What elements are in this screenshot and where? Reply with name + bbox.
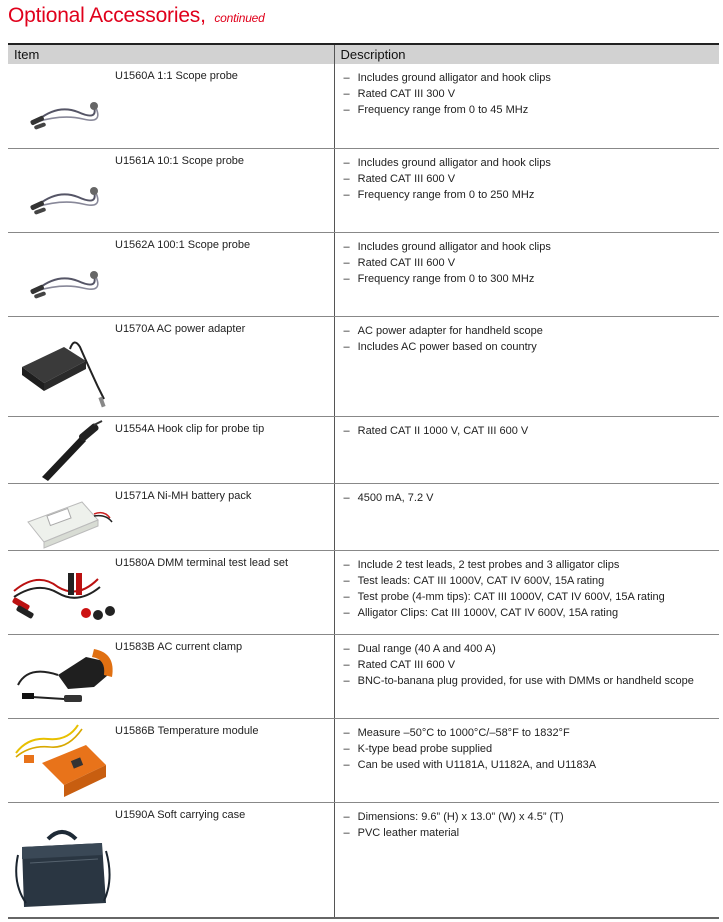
item-name: U1571A Ni-MH battery pack [115,489,252,502]
description-line: – K-type bead probe supplied [344,741,720,757]
description-line: – 4500 mA, 7.2 V [344,490,720,506]
column-header-description: Description [334,44,719,64]
table-row [8,416,719,483]
description-line: – Includes ground alligator and hook clips [344,70,720,86]
description-line: – Include 2 test leads, 2 test probes and 3 alligator clips [344,557,720,573]
description-line: – BNC-to-banana plug provided, for use with DMMs or handheld scope [344,673,720,689]
temperature-module-icon [8,719,116,803]
description-line: – Test probe (4-mm tips): CAT III 1000V, CAT IV 600V, 15A rating [344,589,720,605]
description-line: – Dimensions: 9.6” (H) x 13.0” (W) x 4.5” (T) [344,809,720,825]
table-row [8,316,719,416]
description-line: – Dual range (40 A and 400 A) [344,641,720,657]
table-row [8,232,719,316]
table-header-row [8,44,719,64]
column-header-item: Item [8,44,334,64]
table-row [8,802,719,918]
item-name: U1583B AC current clamp [115,640,243,653]
description-line: – Frequency range from 0 to 300 MHz [344,271,720,287]
item-cell [8,802,334,918]
description-line: – Frequency range from 0 to 45 MHz [344,102,720,118]
test-lead-set-icon [8,551,116,635]
description-cell [334,634,719,718]
description-line: – PVC leather material [344,825,720,841]
item-cell [8,148,334,232]
item-cell [8,316,334,416]
item-cell [8,718,334,802]
description-cell [334,718,719,802]
item-name: U1590A Soft carrying case [115,808,246,821]
description-line: – Measure –50°C to 1000°C/–58°F to 1832°F [344,725,720,741]
table-row [8,550,719,634]
item-cell [8,483,334,550]
description-cell [334,802,719,918]
item-name: U1554A Hook clip for probe tip [115,422,265,435]
item-name: U1561A 10:1 Scope probe [115,154,245,167]
title-continued: continued [214,11,265,25]
item-name: U1570A AC power adapter [115,322,246,335]
description-line: – Rated CAT II 1000 V, CAT III 600 V [344,423,720,439]
table-row [8,634,719,718]
scope-probe-icon [8,233,116,317]
description-line: – Includes ground alligator and hook clips [344,155,720,171]
description-cell [334,232,719,316]
page-title: Optional Accessories, continued [8,4,265,27]
description-cell [334,483,719,550]
description-cell [334,550,719,634]
battery-pack-icon [8,484,116,551]
item-cell [8,550,334,634]
description-cell [334,316,719,416]
hook-clip-icon [8,417,116,484]
item-cell [8,634,334,718]
carrying-case-icon [8,803,116,919]
description-line: – Includes AC power based on country [344,339,720,355]
scope-probe-icon [8,149,116,233]
description-line: – Can be used with U1181A, U1182A, and U1183A [344,757,720,773]
item-name: U1580A DMM terminal test lead set [115,556,289,569]
item-cell [8,416,334,483]
accessories-table [8,43,719,919]
description-line: – Rated CAT III 600 V [344,255,720,271]
description-line: – Test leads: CAT III 1000V, CAT IV 600V, 15A rating [344,573,720,589]
item-name: U1586B Temperature module [115,724,259,737]
description-line: – Rated CAT III 600 V [344,171,720,187]
description-cell [334,148,719,232]
description-line: – Frequency range from 0 to 250 MHz [344,187,720,203]
item-name: U1562A 100:1 Scope probe [115,238,251,251]
table-row [8,148,719,232]
table-row [8,718,719,802]
current-clamp-icon [8,635,116,719]
table-row [8,483,719,550]
description-line: – AC power adapter for handheld scope [344,323,720,339]
table-row [8,64,719,148]
description-line: – Rated CAT III 600 V [344,657,720,673]
scope-probe-icon [8,64,116,148]
item-name: U1560A 1:1 Scope probe [115,70,238,82]
power-adapter-icon [8,317,116,417]
item-cell [8,64,334,148]
description-line: – Includes ground alligator and hook clips [344,239,720,255]
description-cell [334,64,719,148]
item-cell [8,232,334,316]
description-line: – Alligator Clips: Cat III 1000V, CAT IV 600V, 15A rating [344,605,720,621]
description-cell [334,416,719,483]
description-line: – Rated CAT III 300 V [344,86,720,102]
